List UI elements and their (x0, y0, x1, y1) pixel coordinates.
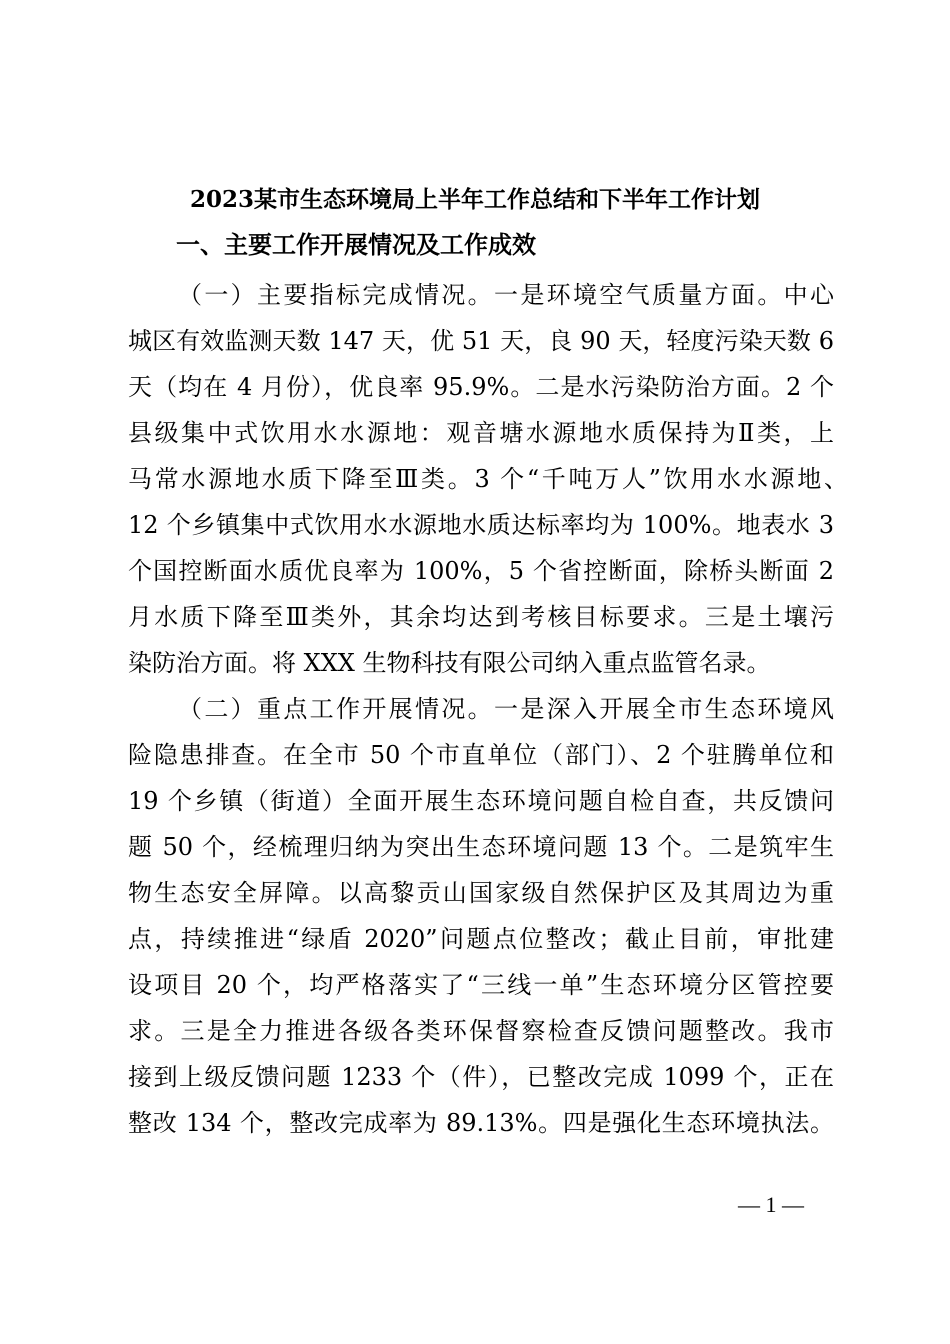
paragraph-line: 设项目 20 个，均严格落实了“三线一单”生态环境分区管控要 (128, 971, 834, 999)
paragraph-main-indicators (128, 277, 848, 691)
section-heading: 一、主要工作开展情况及工作成效 (176, 231, 536, 259)
paragraph-line: 整改 134 个，整改完成率为 89.13%。四是强化生态环境执法。 (128, 1109, 834, 1137)
paragraph-line: 点，持续推进“绿盾 2020”问题点位整改；截止目前，审批建 (128, 925, 834, 953)
page-number: — 1 — (738, 1192, 804, 1217)
document-title: 2023某市生态环境局上半年工作总结和下半年工作计划 (189, 186, 760, 213)
paragraph-line: 染防治方面。将 XXX 生物科技有限公司纳入重点监管名录。 (128, 649, 771, 677)
paragraph-key-work (128, 691, 834, 1151)
paragraph-line: 马常水源地水质下降至Ⅲ类。3 个“千吨万人”饮用水水源地、 (128, 465, 848, 493)
paragraph-line: 19 个乡镇（街道）全面开展生态环境问题自检自查，共反馈问 (128, 787, 834, 815)
paragraph-line: 月水质下降至Ⅲ类外，其余均达到考核目标要求。三是土壤污 (128, 603, 834, 631)
paragraph-line: 险隐患排查。在全市 50 个市直单位（部门）、2 个驻腾单位和 (128, 741, 834, 769)
paragraph-line: 题 50 个，经梳理归纳为突出生态环境问题 13 个。二是筑牢生 (128, 833, 834, 861)
paragraph-line: 城区有效监测天数 147 天，优 51 天，良 90 天，轻度污染天数 6 (128, 327, 834, 355)
paragraph-line: （一）主要指标完成情况。一是环境空气质量方面。中心 (178, 281, 834, 309)
document-body (128, 277, 848, 1151)
paragraph-line: 个国控断面水质优良率为 100%，5 个省控断面，除桥头断面 2 (128, 557, 834, 585)
paragraph-line: 求。三是全力推进各级各类环保督察检查反馈问题整改。我市 (128, 1017, 834, 1045)
paragraph-line: 县级集中式饮用水水源地：观音塘水源地水质保持为Ⅱ类，上 (128, 419, 834, 447)
paragraph-line: （二）重点工作开展情况。一是深入开展全市生态环境风 (178, 695, 834, 723)
paragraph-line: 12 个乡镇集中式饮用水水源地水质达标率均为 100%。地表水 3 (128, 511, 834, 539)
paragraph-line: 物生态安全屏障。以高黎贡山国家级自然保护区及其周边为重 (128, 879, 834, 907)
paragraph-line: 天（均在 4 月份），优良率 95.9%。二是水污染防治方面。2 个 (128, 373, 834, 401)
paragraph-line: 接到上级反馈问题 1233 个（件），已整改完成 1099 个，正在 (128, 1063, 834, 1091)
